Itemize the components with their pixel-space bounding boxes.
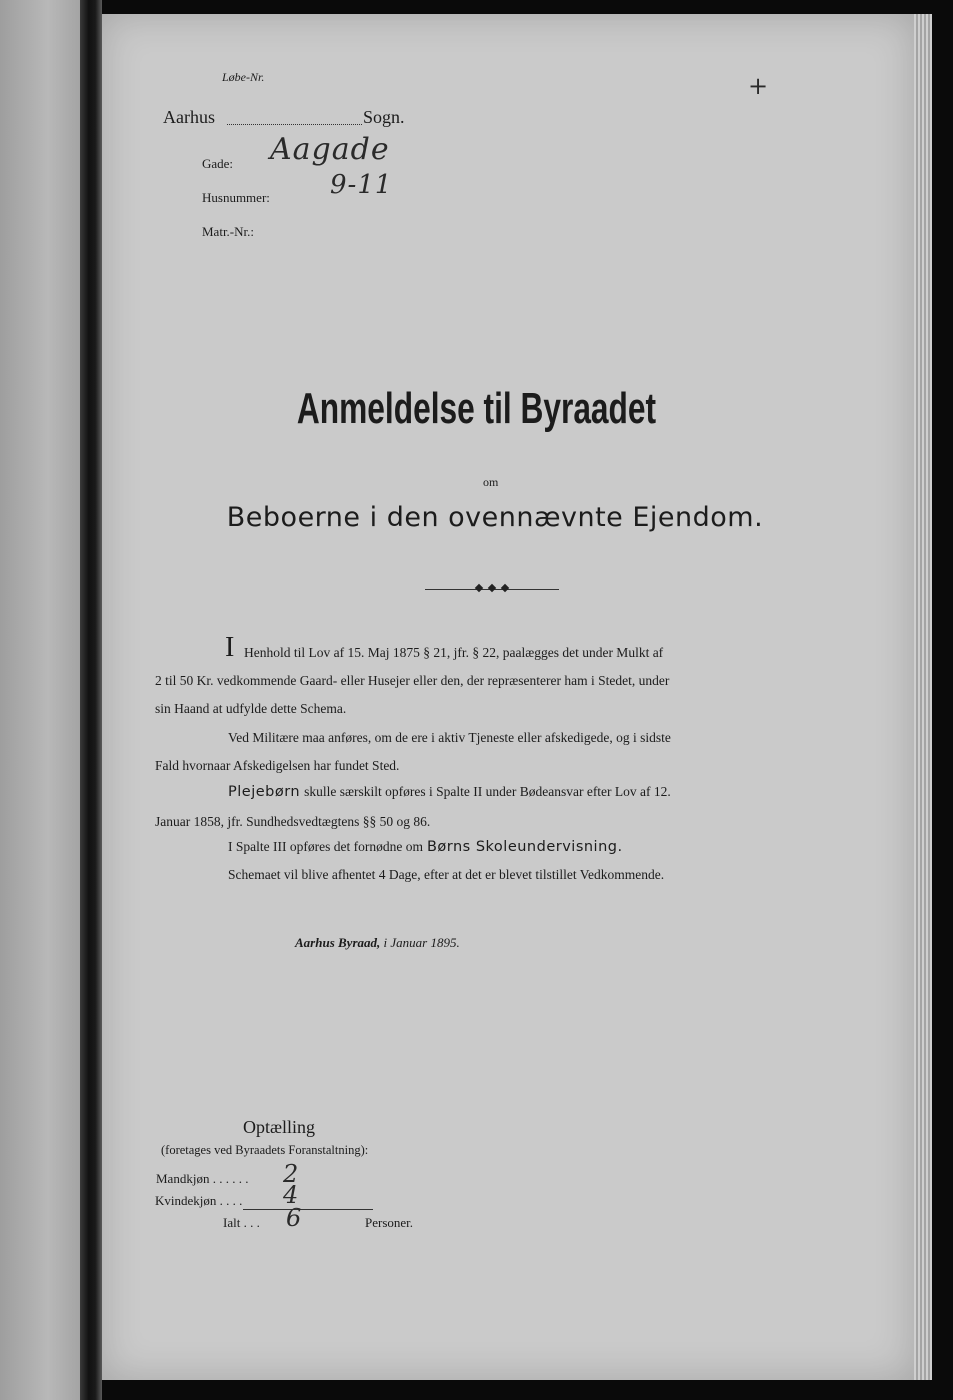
ialt-value: 6 [286, 1204, 303, 1232]
signature-date: i Januar 1895. [383, 935, 460, 950]
kvindekjon-value: 4 [283, 1181, 300, 1209]
book-gutter [80, 0, 102, 1400]
om-word: om [483, 475, 499, 489]
gade-label: Gade: [202, 156, 234, 171]
ialt-label: Ialt . . . [223, 1215, 260, 1230]
sogn-fill-line [227, 108, 362, 125]
lobe-nr-label: Løbe-Nr. [222, 70, 265, 84]
mandkjon-label: Mandkjøn . . . . . . [156, 1171, 249, 1186]
paragraph-1-line-2: 2 til 50 Kr. vedkommende Gaard- eller Husejer eller den, der repræsenterer ham i Stedet, under [155, 673, 670, 688]
corner-mark: + [748, 72, 770, 100]
count-note: (foretages ved Byraadets Foranstaltning): [161, 1143, 369, 1157]
gade-value: Aagade [270, 132, 390, 167]
plejeborn-emphasis: Plejebørn [228, 784, 301, 800]
kvindekjon-label: Kvindekjøn . . . . [155, 1193, 243, 1208]
husnummer-value: 9-11 [330, 170, 393, 200]
document-title: Anmeldelse til Byraadet [296, 384, 657, 433]
paragraph-3-line-2: Januar 1858, jfr. Sundhedsvedtægtens §§ 50 og 86. [155, 814, 431, 829]
paragraph-2-line-2: Fald hvornaar Afskedigelsen har fundet Sted. [155, 758, 400, 773]
count-heading: Optælling [243, 1117, 316, 1137]
drop-initial: I [225, 632, 235, 663]
mandkjon-value: 2 [283, 1160, 300, 1188]
facing-page [0, 0, 80, 1400]
paragraph-5: Schemaet vil blive afhentet 4 Dage, efter at det er blevet tilstillet Vedkommende. [228, 867, 665, 882]
paragraph-3-line-1: skulle særskilt opføres i Spalte II under Bødeansvar efter Lov af 12. [304, 784, 671, 799]
personer-label: Personer. [365, 1215, 414, 1230]
city-name: Aarhus [163, 107, 215, 127]
paragraph-1-line-1: Henhold til Lov af 15. Maj 1875 § 21, jfr. § 22, paalægges det under Mulkt af [244, 645, 664, 660]
sogn-label: Sogn. [363, 107, 405, 127]
signature-org: Aarhus Byraad, [295, 935, 381, 950]
paragraph-4-start: I Spalte III opføres det fornødne om [228, 839, 423, 854]
paragraph-1-line-3: sin Haand at udfylde dette Schema. [155, 701, 347, 716]
document-subtitle: Beboerne i den ovennævnte Ejendom. [226, 502, 764, 533]
page-edges [914, 14, 932, 1380]
sum-rule [243, 1209, 373, 1210]
matr-nr-label: Matr.-Nr.: [202, 224, 254, 239]
husnummer-label: Husnummer: [202, 190, 270, 205]
skoleundervisning-emphasis: Børns Skoleundervisning. [426, 839, 623, 855]
paragraph-2-line-1: Ved Militære maa anføres, om de ere i aktiv Tjeneste eller afskedigede, og i sidste [228, 730, 671, 745]
